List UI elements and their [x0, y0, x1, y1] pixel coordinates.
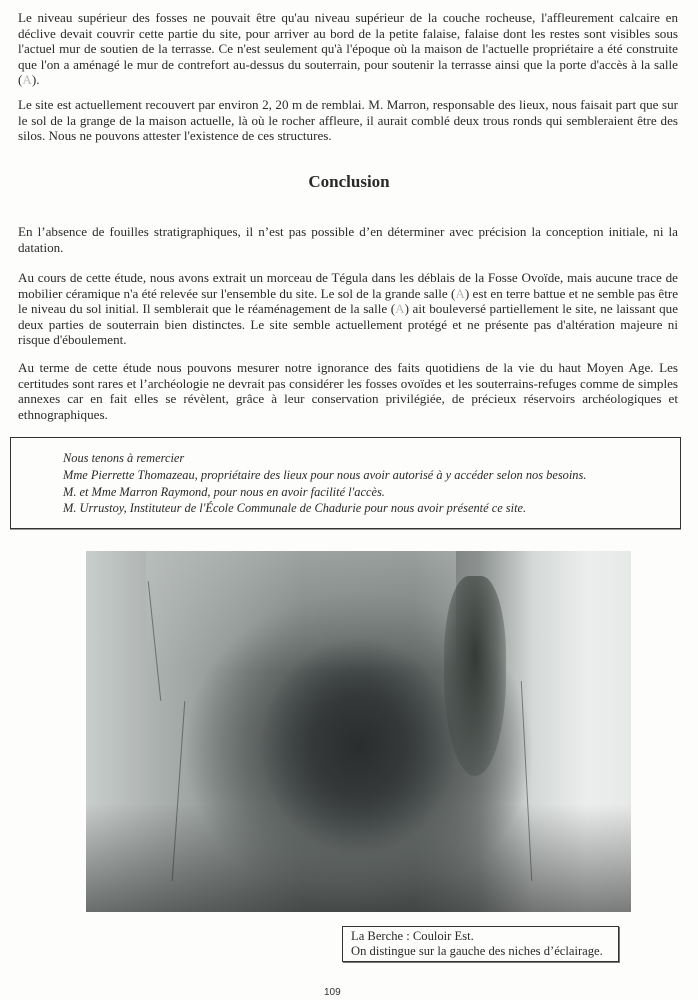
caption-description: On distingue sur la gauche des niches d’éclairage.: [351, 944, 603, 958]
paragraph-text: Le niveau supérieur des fosses ne pouvait être qu'au niveau supérieur de la couche rocheuse, l'affleurement calcaire en déclive devait couvrir cette partie du site, pour arriver au bord de la petite falaise, falaise dont les restes sont visibles sous l'actuel mur de soutien de la terrasse. Ce n'est seulement qu'à l'époque où la maison de l'actuelle propriétaire a été construite que l'on a aménagé le mur de contrefort au-dessus du souterrain, pour soutenir la terrasse ainsi que la porte d'accès à la salle (: [18, 10, 678, 88]
photo-crack-texture: [521, 681, 532, 881]
conclusion-paragraph-1: En l’absence de fouilles stratigraphiques, il n’est pas possible d’en déterminer avec précision la conception initiale, ni la datation.: [18, 224, 678, 255]
acknowledgement-line: Nous tenons à remercier: [63, 451, 185, 465]
paragraph-text-end: ).: [31, 72, 40, 88]
acknowledgement-line: Mme Pierrette Thomazeau, propriétaire des lieux pour nous avoir autorisé à y accéder selon nos besoins.: [63, 468, 587, 482]
page-number: 109: [324, 987, 341, 998]
tunnel-photograph: [86, 551, 631, 912]
conclusion-paragraph-3: Au terme de cette étude nous pouvons mesurer notre ignorance des faits quotidiens de la vie du haut Moyen Age. Les certitudes sont rares et l’archéologie ne devrait pas considérer les fosses ovoïdes et les souterrains-refuges comme de simples annexes car en fait elles se révèlent, grâce à leur conservation privilégiée, de précieux réservoirs archéologiques et ethnographiques.: [18, 360, 678, 422]
paragraph-text: ) ait bouleversé partiellement le site, ne laissant que deux parties de souterrain bien distinctes. Le site semble actuellement protégé et ne présente pas d'altération majeure ni risque d'éboulement.: [18, 301, 679, 348]
paragraph-text: ) est en terre battue et ne semble pas être le niveau du sol initial. Il semblerait que le réaménagement de la salle (: [18, 285, 679, 317]
caption-title: La Berche : Couloir Est.: [351, 929, 474, 943]
room-reference-a: A: [395, 301, 405, 317]
photo-ceiling-texture: [146, 551, 456, 671]
acknowledgement-line: M. Urrustoy, Instituteur de l'École Communale de Chadurie pour nous avoir présenté ce site.: [63, 501, 527, 515]
room-reference-a: A: [22, 72, 32, 88]
section-heading-conclusion: Conclusion: [308, 172, 390, 191]
photo-caption-box: [342, 926, 619, 962]
paragraph-terrain: [18, 10, 678, 88]
acknowledgements-box: [10, 437, 681, 529]
acknowledgement-line: M. et Mme Marron Raymond, pour nous en avoir facilité l'accès.: [63, 485, 385, 499]
paragraph-site-remblai: Le site est actuellement recouvert par environ 2, 20 m de remblai. M. Marron, responsable des lieux, nous faisait part que sur le sol de la grange de la maison actuelle, là où le rocher affleure, il aurait comblé deux trous ronds qui sembleraient être des silos. Nous ne pouvons attester l'existence de ces structures.: [18, 97, 678, 144]
paragraph-text: Au cours de cette étude, nous avons extrait un morceau de Tégula dans les déblais de la Fosse Ovoïde, mais aucune trace de mobilier céramique n'a été relevée sur l'ensemble du site. Le sol de la grande salle (: [18, 270, 678, 301]
room-reference-a: A: [455, 285, 465, 301]
photo-roots-texture: [444, 576, 506, 776]
photo-crack-texture: [172, 701, 186, 881]
conclusion-paragraph-2: [18, 270, 678, 348]
